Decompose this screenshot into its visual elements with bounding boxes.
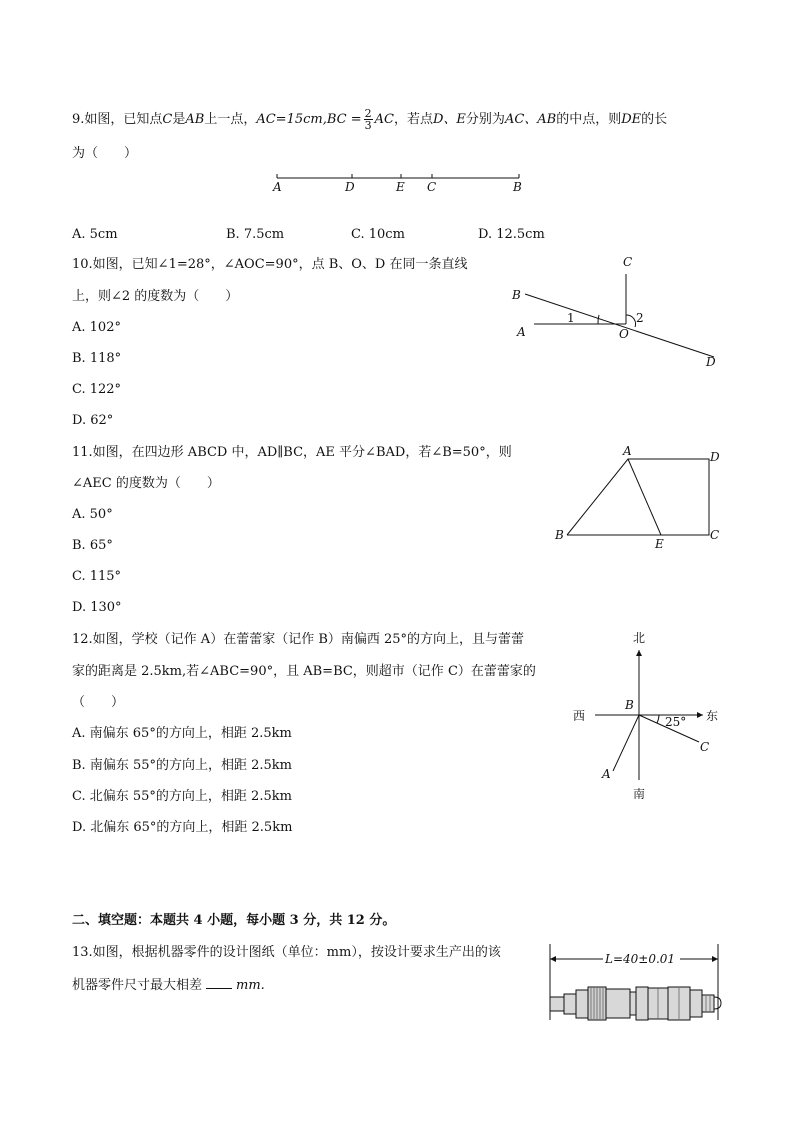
q9-text-c: 上一点， (204, 112, 257, 127)
q9-segment-de: DE (621, 112, 642, 127)
q9-fraction (364, 108, 373, 131)
q9-label-a: A (273, 180, 282, 194)
q9-stem-line2: 为（ ） (72, 146, 138, 161)
q12-label-south: 南 (633, 787, 646, 801)
q12-label-north: 北 (633, 631, 646, 645)
q9-bc-rhs: AC (374, 112, 394, 127)
q10-angle2-arc (626, 315, 636, 327)
q9-label-c: C (427, 180, 437, 194)
q11-option-c[interactable]: C. 115° (72, 569, 122, 584)
q12-label-angle: 25° (665, 715, 687, 729)
q12-option-a[interactable]: A. 南偏东 65°的方向上，相距 2.5km (72, 726, 292, 741)
q12-stem-line1: 12.如图，学校（记作 A）在蕾蕾家（记作 B）南偏西 25°的方向上，且与蕾蕾 (72, 632, 525, 647)
q12-option-d[interactable]: D. 北偏东 65°的方向上，相距 2.5km (72, 820, 293, 835)
q9-text-a: 9.如图，已知点 (72, 112, 163, 127)
q9-point-c: C (162, 112, 173, 127)
q9-text-f: 的中点，则 (556, 112, 622, 127)
q13-stem-line1: 13.如图，根据机器零件的设计图纸（单位：mm），按设计要求生产出的该 (72, 945, 501, 960)
q10-label-a: A (517, 325, 526, 339)
q12-label-b: B (625, 698, 634, 712)
q11-stem-line1: 11.如图，在四边形 ABCD 中，AD∥BC，AE 平分∠BAD，若∠B=50°，则 (72, 445, 512, 460)
q9-segment-ab: AB (185, 112, 205, 127)
q10-stem-line2: 上，则∠2 的度数为（ ） (72, 289, 239, 304)
q9-segments-ac-ab: AC、AB (504, 112, 557, 127)
q12-compass-figure (565, 628, 735, 803)
q12-label-west: 西 (573, 709, 586, 723)
q12-option-c[interactable]: C. 北偏东 55°的方向上，相距 2.5km (72, 789, 292, 804)
q13-dim-label: L=40±0.01 (605, 952, 676, 966)
q12-angle-arc (657, 715, 659, 723)
q9-fraction-denominator: 3 (364, 119, 372, 132)
q13-part-body (550, 987, 714, 1020)
q10-option-a[interactable]: A. 102° (72, 320, 121, 335)
q12-label-a: A (602, 767, 611, 781)
q12-label-east: 东 (706, 709, 719, 723)
q11-label-b: B (555, 528, 564, 542)
q9-text-d: ，若点 (393, 112, 433, 127)
q9-label-b: B (513, 180, 522, 194)
q13-dim-arrow-left (550, 956, 556, 962)
q11-quad-abcd (567, 459, 709, 535)
q9-text-g: 的长 (641, 112, 668, 127)
q9-segment-figure (270, 165, 530, 195)
q11-label-c: C (710, 528, 720, 542)
q9-option-c[interactable]: C. 10cm (351, 227, 405, 242)
q12-option-b[interactable]: B. 南偏东 55°的方向上，相距 2.5km (72, 758, 293, 773)
q12-ray-ba (613, 715, 639, 771)
q10-line-bd (525, 294, 714, 357)
q9-bc-lhs: BC = (326, 112, 362, 127)
q9-stem-line1 (72, 108, 667, 131)
q9-text-e: 分别为 (465, 112, 505, 127)
q12-stem-line2: 家的距离是 2.5km,若∠ABC=90°，且 AB=BC，则超市（记作 C）在蕾蕾家的 (72, 664, 536, 679)
q10-label-o: O (619, 327, 629, 341)
q13-text: 机器零件尺寸最大相差 (72, 978, 203, 993)
q11-label-d: D (710, 450, 720, 464)
q11-segment-ae (628, 459, 661, 535)
q13-machine-part-figure (545, 940, 725, 1025)
q10-angle-figure (505, 252, 735, 377)
q10-label-angle1: 1 (567, 311, 575, 325)
q10-label-c: C (623, 255, 633, 269)
q13-stem-line2 (72, 975, 265, 995)
q11-label-a: A (623, 444, 632, 458)
q9-ac-equation: AC=15cm, (256, 112, 327, 127)
q11-label-e: E (655, 537, 664, 551)
q9-points-de: D、E (433, 112, 466, 127)
q13-dim-arrow-right (712, 956, 718, 962)
q9-label-d: D (345, 180, 355, 194)
q10-option-b[interactable]: B. 118° (72, 351, 122, 366)
section2-heading: 二、填空题：本题共 4 小题，每小题 3 分，共 12 分。 (72, 913, 396, 928)
q11-option-d[interactable]: D. 130° (72, 600, 122, 615)
q9-text-b: 是 (172, 112, 186, 127)
q9-fraction-numerator: 2 (364, 107, 372, 120)
q10-label-d: D (706, 355, 716, 369)
q13-answer-blank[interactable] (206, 975, 232, 989)
q13-unit: mm. (236, 978, 265, 993)
q9-option-a[interactable]: A. 5cm (72, 227, 118, 242)
q11-quadrilateral-figure (550, 442, 730, 552)
q11-stem-line2: ∠AEC 的度数为（ ） (72, 476, 220, 491)
q11-option-b[interactable]: B. 65° (72, 538, 113, 553)
q10-option-c[interactable]: C. 122° (72, 382, 122, 397)
q12-label-c: C (700, 740, 710, 754)
q10-label-b: B (512, 288, 521, 302)
q10-angle1-arc (598, 315, 599, 324)
q10-label-angle2: 2 (636, 311, 644, 325)
q9-label-e: E (396, 180, 405, 194)
q9-option-d[interactable]: D. 12.5cm (478, 227, 545, 242)
q10-stem-line1: 10.如图，已知∠1=28°，∠AOC=90°，点 B、O、D 在同一条直线 (72, 257, 468, 272)
q10-option-d[interactable]: D. 62° (72, 413, 114, 428)
q11-option-a[interactable]: A. 50° (72, 507, 113, 522)
q12-stem-line3: （ ） (72, 695, 125, 710)
q9-option-b[interactable]: B. 7.5cm (226, 227, 285, 242)
